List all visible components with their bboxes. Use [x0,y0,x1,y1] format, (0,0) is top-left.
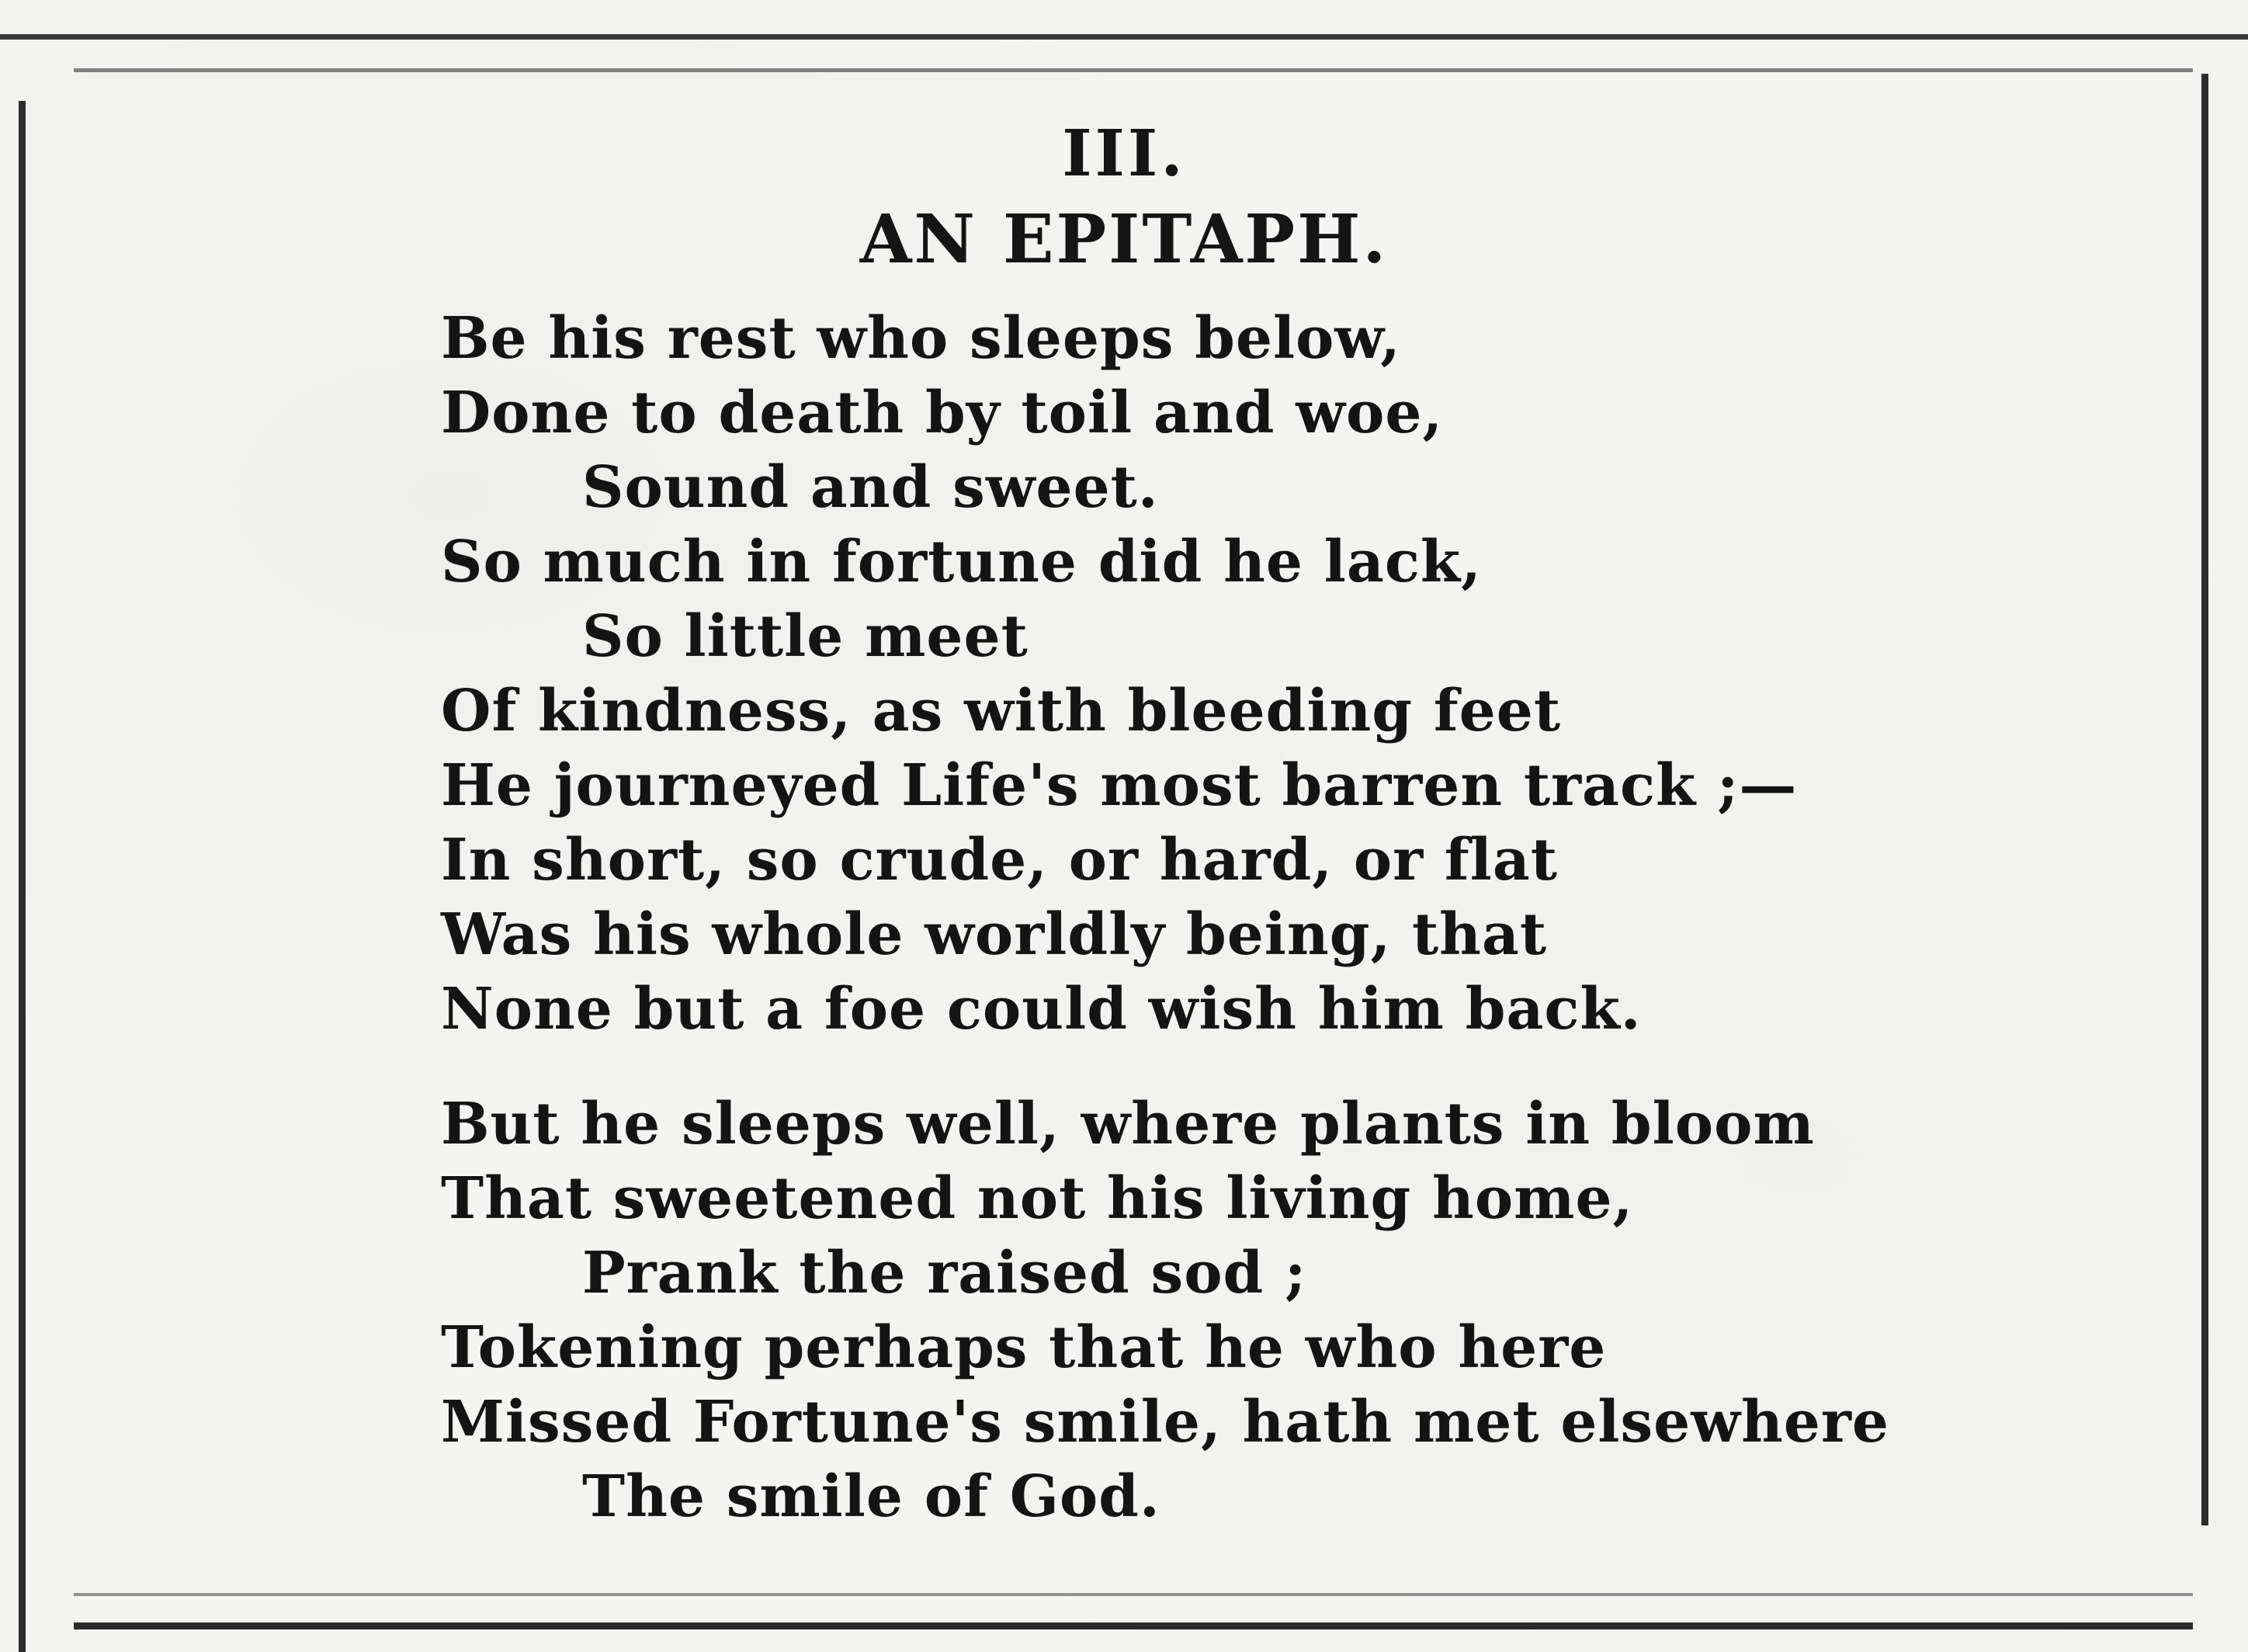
bottom-inner-rule [74,1593,2193,1596]
poem-line-indented: So little meet [582,603,1029,670]
poem-line: Was his whole worldly being, that [441,901,1548,968]
poem-line: That sweetened not his living home, [441,1165,1634,1232]
left-column-rule [19,101,26,1652]
poem-line: But he sleeps well, where plants in bloom [441,1091,1815,1157]
right-column-rule [2201,74,2208,1525]
poem-line: Of kindness, as with bleeding feet [441,678,1561,744]
poem-line: He journeyed Life's most barren track ;— [441,752,1798,819]
stanza-1 [441,301,2149,1046]
poem-line-indented: The smile of God. [582,1463,1160,1530]
bottom-border-rule [74,1622,2193,1629]
top-border-rule [0,34,2248,40]
poem-line: Tokening perhaps that he who here [441,1314,1607,1381]
poem-line: Done to death by toil and woe, [441,380,1444,446]
poem-line: Be his rest who sleeps below, [441,305,1401,372]
poem-line: So much in fortune did he lack, [441,529,1482,595]
poem-body [441,301,2149,1534]
poem-line: Missed Fortune's smile, hath met elsewhere [441,1389,1889,1456]
poem-line: In short, so crude, or hard, or flat [441,827,1558,894]
top-inner-rule [74,68,2193,72]
stanza-2 [441,1087,2149,1534]
poem-line-indented: Sound and sweet. [582,454,1159,521]
poem-line-indented: Prank the raised sod ; [582,1240,1307,1307]
poem-title: AN EPITAPH. [859,200,1389,279]
poem-line: None but a foe could wish him back. [441,976,1642,1043]
section-number: III. [1062,116,1186,191]
